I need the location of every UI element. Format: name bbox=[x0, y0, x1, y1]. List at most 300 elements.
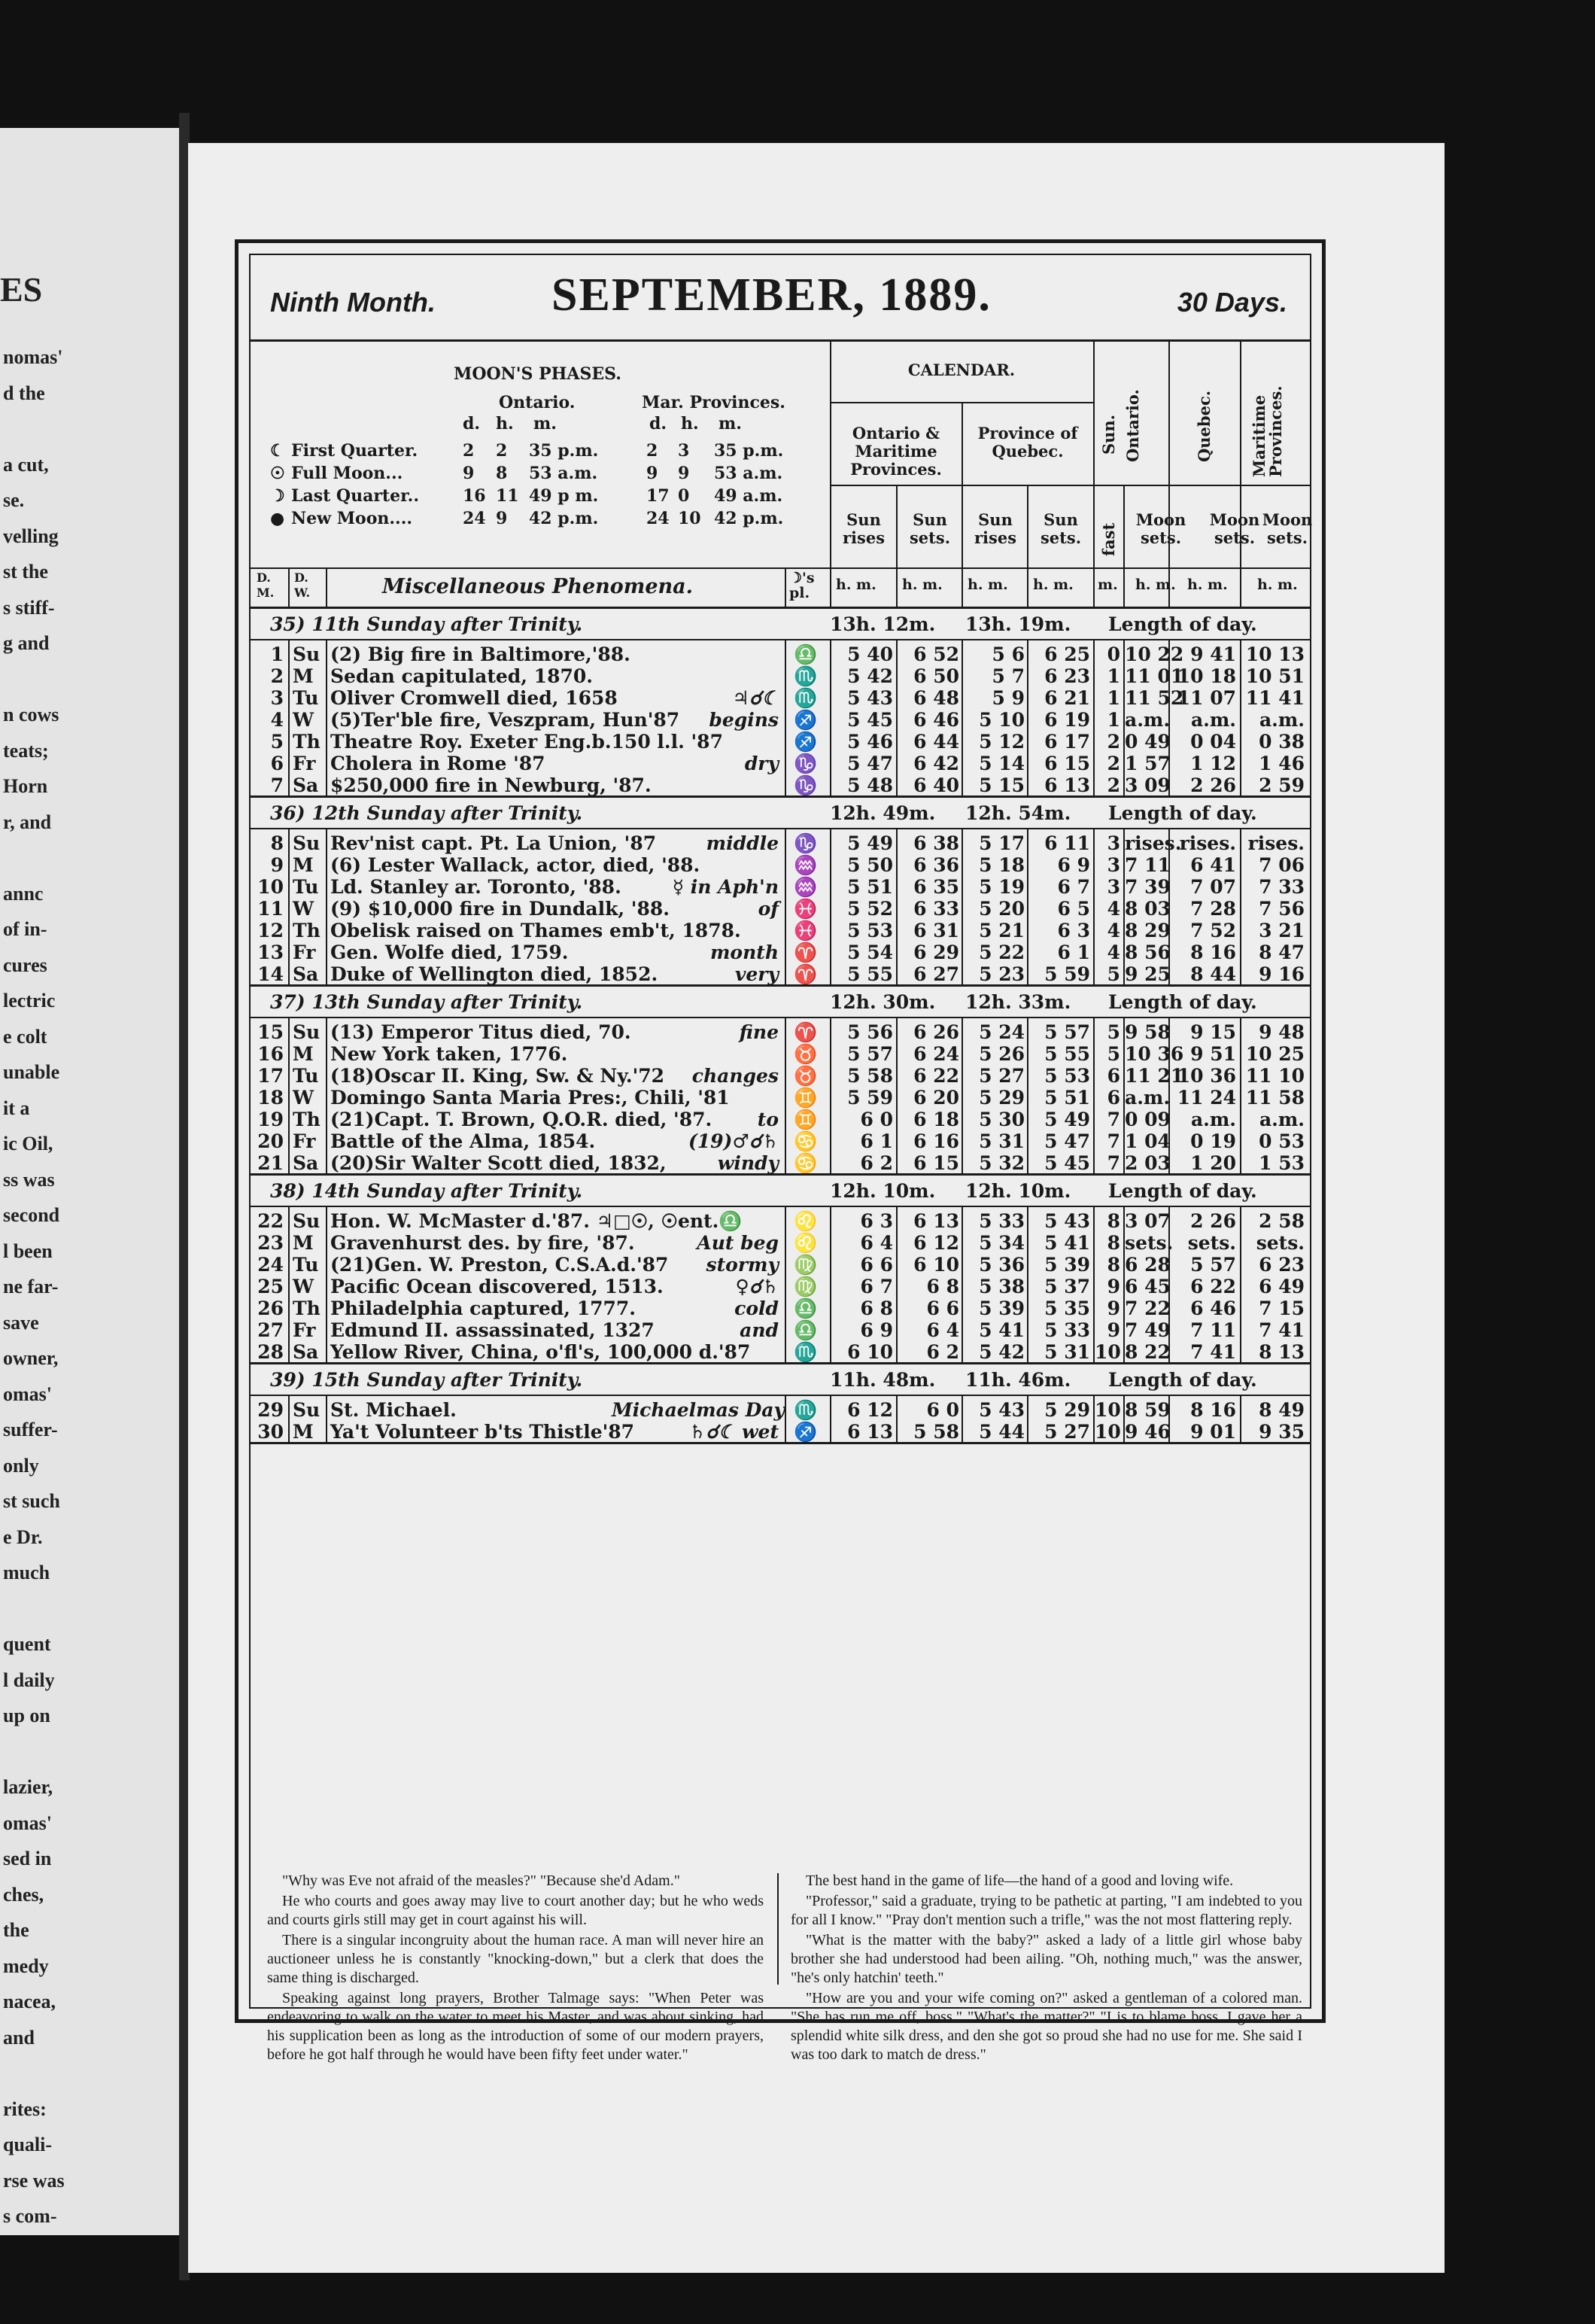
sun-rises-quebec: 5 9 bbox=[992, 687, 1025, 709]
day-of-month: 30 bbox=[257, 1421, 284, 1443]
page-title: SEPTEMBER, 1889. bbox=[551, 269, 992, 321]
event-text: Theatre Roy. Exeter Eng.b.150 l.l. '87 bbox=[330, 731, 723, 753]
anecdote-paragraph: The best hand in the game of life—the hand of a good and loving wife. bbox=[806, 1872, 1234, 1889]
hm-unit: h. m. bbox=[902, 576, 943, 593]
event-note: cold bbox=[734, 1297, 779, 1319]
event-text: Philadelphia captured, 1777. bbox=[330, 1297, 636, 1319]
left-page-line: g and bbox=[3, 632, 50, 654]
phase-on-d: 24 bbox=[463, 509, 486, 528]
event-text: (21)Gen. W. Preston, C.S.A.d.'87 bbox=[330, 1254, 669, 1276]
day-of-week: Fr bbox=[293, 753, 316, 774]
moon-sets-quebec: 2 26 bbox=[1190, 1210, 1236, 1232]
anecdote-paragraph: Speaking against long prayers, Brother Talmage says: "When Peter was endeavoring to walk on the water to meet his Master, and was about sinking, had his supplication been as long as the introduction of some of our modern prayers, before he got half through he would have been fifty feet under water." bbox=[267, 1990, 764, 2063]
day-of-week: M bbox=[293, 665, 314, 687]
phase-on-d: 9 bbox=[463, 464, 475, 483]
sun-sets-ontario: 6 36 bbox=[913, 854, 959, 876]
event-text: Rev'nist capt. Pt. La Union, '87 bbox=[330, 832, 657, 854]
day-row bbox=[251, 1254, 1310, 1276]
day-of-week: Su bbox=[293, 1399, 321, 1421]
phase-row bbox=[270, 509, 449, 528]
almanac-inner-frame bbox=[249, 254, 1313, 2063]
zodiac-sign-icon: ♑ bbox=[794, 753, 818, 774]
phase-name: First Quarter. bbox=[291, 441, 418, 461]
sun-rises-ontario: 6 3 bbox=[860, 1210, 893, 1232]
week-block bbox=[251, 987, 1310, 1176]
day-of-month: 3 bbox=[270, 687, 284, 709]
sun-sets-ontario: 6 4 bbox=[926, 1319, 959, 1341]
phase-mp-d: 9 bbox=[646, 464, 658, 483]
left-page-line: omas' bbox=[3, 1383, 52, 1405]
sun-fast: 9 bbox=[1107, 1276, 1120, 1297]
left-page-line: save bbox=[3, 1311, 39, 1334]
event-note: middle bbox=[706, 832, 779, 854]
day-of-week: W bbox=[293, 898, 314, 920]
moon-sets-ontario: 9 58 bbox=[1125, 1021, 1171, 1043]
day-of-week: Th bbox=[293, 731, 321, 753]
sun-rises-ontario: 5 57 bbox=[847, 1043, 893, 1065]
moon-sets-maritime: rises. bbox=[1247, 832, 1305, 854]
moon-sets-ontario: 10 22 bbox=[1125, 643, 1184, 665]
moon-sets-quebec: 8 44 bbox=[1190, 963, 1236, 985]
sun-rises-quebec: 5 38 bbox=[979, 1276, 1025, 1297]
month-header bbox=[251, 255, 1310, 342]
zodiac-sign-icon: ♓ bbox=[794, 920, 818, 941]
event-text: Domingo Santa Maria Pres:, Chili, '81 bbox=[330, 1087, 730, 1109]
sun-fast: 7 bbox=[1107, 1152, 1120, 1174]
sun-rises-quebec: 5 44 bbox=[979, 1421, 1025, 1443]
left-page-line: it a bbox=[3, 1097, 30, 1119]
length-of-day-ontario: 12h. 10m. bbox=[830, 1180, 936, 1202]
zodiac-sign-icon: ♋ bbox=[794, 1130, 818, 1152]
sun-sets-ontario: 6 46 bbox=[913, 709, 959, 731]
phase-mp-d: 17 bbox=[646, 486, 670, 506]
day-row bbox=[251, 1210, 1310, 1232]
sun-rises-ontario: 5 46 bbox=[847, 731, 893, 753]
moon-sets-quebec: 0 19 bbox=[1190, 1130, 1236, 1152]
zodiac-sign-icon: ♋ bbox=[794, 1152, 818, 1174]
event-note: fine bbox=[739, 1021, 779, 1043]
day-of-month: 8 bbox=[270, 832, 284, 854]
sun-sets-ontario: 6 33 bbox=[913, 898, 959, 920]
sun-fast: 9 bbox=[1107, 1297, 1120, 1319]
left-page-line: sed in bbox=[3, 1848, 52, 1869]
sun-sets-ontario: 6 10 bbox=[913, 1254, 959, 1276]
hm-unit: h. m. bbox=[1257, 576, 1298, 593]
left-page-line: ic Oil, bbox=[3, 1133, 53, 1154]
days-count: 30 Days. bbox=[1177, 287, 1287, 318]
phase-on-m: 35 p.m. bbox=[529, 441, 599, 461]
sun-fast: 2 bbox=[1107, 774, 1120, 796]
moon-sets-ontario: 8 59 bbox=[1125, 1399, 1171, 1421]
day-row bbox=[251, 1399, 1310, 1421]
left-page-line: nacea, bbox=[3, 1991, 56, 2012]
zodiac-sign-icon: ♑ bbox=[794, 774, 818, 796]
zodiac-sign-icon: ♐ bbox=[794, 1421, 818, 1443]
moon-sets-ontario: a.m. bbox=[1125, 709, 1171, 731]
week-block bbox=[251, 1176, 1310, 1364]
zodiac-sign-icon: ♒ bbox=[794, 876, 818, 898]
event-note: windy bbox=[717, 1152, 779, 1174]
day-of-month: 22 bbox=[257, 1210, 284, 1232]
day-of-week: Fr bbox=[293, 941, 316, 963]
day-row bbox=[251, 1109, 1310, 1130]
length-of-day-label: Length of day. bbox=[1108, 1180, 1257, 1202]
province-quebec-header: Province of Quebec. bbox=[977, 424, 1078, 461]
sun-rises-ontario: 5 56 bbox=[847, 1021, 893, 1043]
sun-rises-quebec: 5 21 bbox=[979, 920, 1025, 941]
left-page-line: l daily bbox=[3, 1668, 55, 1691]
moon-sets-ontario: 8 22 bbox=[1125, 1341, 1171, 1363]
sun-rises-quebec: 5 7 bbox=[992, 665, 1025, 687]
sun-sets-ontario: 6 40 bbox=[913, 774, 959, 796]
event-note: very bbox=[734, 963, 779, 985]
week-title: 35) 11th Sunday after Trinity. bbox=[270, 613, 583, 635]
sun-sets-header: Sun sets. bbox=[1040, 510, 1082, 547]
sun-fast: 1 bbox=[1107, 665, 1120, 687]
moon-sets-ontario: 7 49 bbox=[1125, 1319, 1171, 1341]
moon-sets-ontario: 1 57 bbox=[1125, 753, 1171, 774]
moon-sets-maritime: 0 53 bbox=[1259, 1130, 1305, 1152]
moon-sets-maritime: 1 53 bbox=[1259, 1152, 1305, 1174]
moon-place-header: ☽'s pl. bbox=[789, 570, 815, 601]
hm-unit: h. m. bbox=[1135, 576, 1176, 593]
phase-name: Last Quarter.. bbox=[291, 486, 419, 506]
sun-sets-quebec: 5 31 bbox=[1044, 1341, 1090, 1363]
sun-sets-ontario: 6 24 bbox=[913, 1043, 959, 1065]
sun-rises-quebec: 5 20 bbox=[979, 898, 1025, 920]
moon-sets-ontario: rises. bbox=[1125, 832, 1182, 854]
day-row bbox=[251, 1152, 1310, 1174]
left-page-line: medy bbox=[3, 1954, 49, 1977]
sun-sets-ontario: 6 31 bbox=[913, 920, 959, 941]
day-of-month: 13 bbox=[257, 941, 284, 963]
sun-sets-quebec: 5 33 bbox=[1044, 1319, 1090, 1341]
left-page-line: ss was bbox=[3, 1168, 55, 1191]
phase-mp-d: 24 bbox=[646, 509, 670, 528]
moon-sets-maritime: sets. bbox=[1256, 1232, 1305, 1254]
sun-rises-quebec: 5 33 bbox=[979, 1210, 1025, 1232]
sun-rises-quebec: 5 12 bbox=[979, 731, 1025, 753]
phase-name: New Moon.... bbox=[291, 509, 413, 528]
sun-rises-quebec: 5 32 bbox=[979, 1152, 1025, 1174]
moon-phase-icon: ☾ bbox=[270, 441, 285, 461]
zodiac-sign-icon: ♎ bbox=[794, 643, 818, 665]
event-text: (2) Big fire in Baltimore,'88. bbox=[330, 643, 630, 665]
moon-sets-quebec: rises. bbox=[1179, 832, 1236, 854]
left-page-line: quali- bbox=[3, 2134, 53, 2155]
sun-rises-ontario: 6 8 bbox=[860, 1297, 893, 1319]
moon-sets-ontario: 3 09 bbox=[1125, 774, 1171, 796]
day-of-month: 11 bbox=[257, 898, 284, 920]
left-page-line: teats; bbox=[3, 739, 49, 762]
moon-sets-quebec: 11 07 bbox=[1177, 687, 1236, 709]
sun-sets-ontario: 6 26 bbox=[913, 1021, 959, 1043]
day-of-week: Tu bbox=[293, 1065, 319, 1087]
sun-sets-quebec: 6 7 bbox=[1057, 876, 1090, 898]
sun-rises-quebec: 5 41 bbox=[979, 1319, 1025, 1341]
sun-sets-ontario: 6 29 bbox=[913, 941, 959, 963]
zodiac-sign-icon: ♊ bbox=[794, 1087, 818, 1109]
left-page-line: a cut, bbox=[3, 453, 49, 476]
sun-rises-ontario: 6 2 bbox=[860, 1152, 893, 1174]
day-of-week: Th bbox=[293, 1109, 321, 1130]
phase-mp-h: 0 bbox=[678, 486, 690, 506]
moon-sets-quebec: 6 22 bbox=[1190, 1276, 1236, 1297]
day-of-month: 14 bbox=[257, 963, 284, 985]
moon-sets-quebec: 10 36 bbox=[1177, 1065, 1236, 1087]
moon-sets-maritime: 7 56 bbox=[1259, 898, 1305, 920]
left-page-line: up on bbox=[3, 1705, 50, 1726]
week-header bbox=[251, 1176, 1310, 1207]
event-text: (21)Capt. T. Brown, Q.O.R. died, '87. bbox=[330, 1109, 712, 1130]
sun-fast: 2 bbox=[1107, 753, 1120, 774]
event-text: (9) $10,000 fire in Dundalk, '88. bbox=[330, 898, 670, 920]
sun-rises-quebec: 5 6 bbox=[992, 643, 1025, 665]
left-page-line: suffer- bbox=[3, 1419, 58, 1440]
day-row bbox=[251, 832, 1310, 854]
day-row bbox=[251, 898, 1310, 920]
day-of-month: 19 bbox=[257, 1109, 284, 1130]
zodiac-sign-icon: ♏ bbox=[794, 665, 818, 687]
moon-sets-ontario: 11 01 bbox=[1125, 665, 1184, 687]
day-of-month: 29 bbox=[257, 1399, 284, 1421]
phase-mp-m: 53 a.m. bbox=[714, 464, 783, 483]
event-note: (19)♂☌♄ bbox=[688, 1130, 779, 1152]
day-row bbox=[251, 753, 1310, 774]
ontario-maritime-header: Ontario & Maritime Provinces. bbox=[850, 424, 942, 479]
day-row bbox=[251, 1232, 1310, 1254]
moon-sets-ontario: 8 03 bbox=[1125, 898, 1171, 920]
misc-phenomena-header: Miscellaneous Phenomena. bbox=[382, 575, 694, 598]
hm-unit: h. m. bbox=[1033, 576, 1074, 593]
length-of-day-quebec: 12h. 33m. bbox=[965, 991, 1071, 1013]
sun-sets-quebec: 6 13 bbox=[1044, 774, 1090, 796]
moon-sets-quebec: a.m. bbox=[1190, 1109, 1236, 1130]
sun-sets-ontario: 6 42 bbox=[913, 753, 959, 774]
sun-fast: 4 bbox=[1107, 898, 1120, 920]
zodiac-sign-icon: ♑ bbox=[794, 832, 818, 854]
sun-rises-quebec: 5 31 bbox=[979, 1130, 1025, 1152]
sun-sets-ontario: 6 35 bbox=[913, 876, 959, 898]
sun-rises-quebec: 5 10 bbox=[979, 709, 1025, 731]
sun-fast: 8 bbox=[1107, 1232, 1120, 1254]
sun-sets-quebec: 6 19 bbox=[1044, 709, 1090, 731]
moon-sets-maritime: 3 21 bbox=[1259, 920, 1305, 941]
anecdotes-left-column bbox=[267, 1872, 764, 2066]
phase-mp-m: 49 a.m. bbox=[714, 486, 783, 506]
ontario-header: Ontario. bbox=[1123, 389, 1142, 462]
day-row bbox=[251, 731, 1310, 753]
moon-sets-quebec: 7 52 bbox=[1190, 920, 1236, 941]
length-of-day-quebec: 12h. 54m. bbox=[965, 802, 1071, 824]
sun-sets-ontario: 6 2 bbox=[926, 1341, 959, 1363]
sun-sets-quebec: 6 1 bbox=[1057, 941, 1090, 963]
sun-sets-ontario: 6 52 bbox=[913, 643, 959, 665]
zodiac-sign-icon: ♌ bbox=[794, 1232, 818, 1254]
sun-sets-quebec: 5 57 bbox=[1044, 1021, 1090, 1043]
event-text: Edmund II. assassinated, 1327 bbox=[330, 1319, 655, 1341]
sun-sets-ontario: 6 38 bbox=[913, 832, 959, 854]
sun-rises-quebec: 5 29 bbox=[979, 1087, 1025, 1109]
left-page-line: s com- bbox=[3, 2205, 57, 2227]
event-note: dry bbox=[744, 753, 779, 774]
sun-rises-ontario: 6 6 bbox=[860, 1254, 893, 1276]
sun-fast: 4 bbox=[1107, 920, 1120, 941]
sun-fast: 6 bbox=[1107, 1065, 1120, 1087]
sun-fast: 4 bbox=[1107, 941, 1120, 963]
week-header bbox=[251, 987, 1310, 1018]
sun-sets-quebec: 5 43 bbox=[1044, 1210, 1090, 1232]
sun-rises-ontario: 6 10 bbox=[847, 1341, 893, 1363]
phase-name: Full Moon... bbox=[291, 464, 403, 483]
day-of-week: Th bbox=[293, 920, 321, 941]
sun-rises-quebec: 5 23 bbox=[979, 963, 1025, 985]
moon-sets-maritime: a.m. bbox=[1259, 709, 1305, 731]
moon-sets-quebec: 9 01 bbox=[1190, 1421, 1236, 1443]
left-page-line: rites: bbox=[3, 2097, 47, 2120]
day-row bbox=[251, 1276, 1310, 1297]
day-of-month: 28 bbox=[257, 1341, 284, 1363]
sun-rises-ontario: 6 0 bbox=[860, 1109, 893, 1130]
left-page-line: l been bbox=[3, 1240, 53, 1262]
day-row bbox=[251, 687, 1310, 709]
sun-sets-quebec: 5 55 bbox=[1044, 1043, 1090, 1065]
sun-rises-header: Sun rises bbox=[842, 510, 886, 547]
event-note: ☿ in Aph'n bbox=[672, 876, 779, 898]
sun-sets-ontario: 6 12 bbox=[913, 1232, 959, 1254]
left-page-line: r, and bbox=[3, 811, 52, 833]
sun-fast: 10 bbox=[1095, 1421, 1121, 1443]
day-of-month: 16 bbox=[257, 1043, 284, 1065]
sun-sets-ontario: 6 16 bbox=[913, 1130, 959, 1152]
length-of-day-quebec: 11h. 46m. bbox=[965, 1369, 1071, 1391]
moon-sets-maritime: 10 13 bbox=[1245, 643, 1305, 665]
zodiac-sign-icon: ♏ bbox=[794, 1399, 818, 1421]
moon-sets-ontario: 8 29 bbox=[1125, 920, 1171, 941]
sun-sets-quebec: 5 53 bbox=[1044, 1065, 1090, 1087]
day-of-week: M bbox=[293, 854, 314, 876]
moon-sets-maritime: 0 38 bbox=[1259, 731, 1305, 753]
event-text: Hon. W. McMaster d.'87. ♃□☉, ☉ent.♎ bbox=[330, 1210, 743, 1232]
sun-rises-quebec: 5 22 bbox=[979, 941, 1025, 963]
moon-sets-maritime: 10 25 bbox=[1245, 1043, 1305, 1065]
left-page-line: only bbox=[3, 1454, 39, 1477]
sun-sets-quebec: 6 17 bbox=[1044, 731, 1090, 753]
moon-sets-quebec: sets. bbox=[1187, 1232, 1236, 1254]
sun-fast: 1 bbox=[1107, 687, 1120, 709]
sun-sets-quebec: 5 39 bbox=[1044, 1254, 1090, 1276]
week-header bbox=[251, 798, 1310, 829]
left-page-line: quent bbox=[3, 1633, 51, 1655]
moon-sets-ontario: 7 22 bbox=[1125, 1297, 1171, 1319]
sun-fast: 3 bbox=[1107, 832, 1120, 854]
week-block bbox=[251, 798, 1310, 987]
day-of-month: 17 bbox=[257, 1065, 284, 1087]
dm-header: D. M. bbox=[257, 570, 275, 600]
almanac-frame bbox=[235, 239, 1326, 2063]
left-page-heading: ES bbox=[0, 270, 43, 309]
moon-sets-quebec: 9 15 bbox=[1190, 1021, 1236, 1043]
event-text: Ld. Stanley ar. Toronto, '88. bbox=[330, 876, 621, 898]
moon-sets-ontario: 7 11 bbox=[1125, 854, 1171, 876]
event-note: to bbox=[757, 1109, 779, 1130]
sun-fast: 1 bbox=[1107, 709, 1120, 731]
day-of-week: Su bbox=[293, 832, 321, 854]
sun-fast: 2 bbox=[1107, 731, 1120, 753]
unit-d: d. bbox=[463, 414, 481, 433]
sun-fast: 9 bbox=[1107, 1319, 1120, 1341]
day-of-week: W bbox=[293, 1087, 314, 1109]
sun-sets-header: Sun sets. bbox=[909, 510, 951, 547]
sun-fast: 0 bbox=[1107, 643, 1120, 665]
m-unit: m. bbox=[1098, 576, 1118, 593]
sun-rises-ontario: 5 43 bbox=[847, 687, 893, 709]
day-row bbox=[251, 1421, 1310, 1443]
day-of-week: Su bbox=[293, 643, 321, 665]
anecdote-paragraph: "Professor," said a graduate, trying to be pathetic at parting, "I am indebted to you for all I know." "Pray don't mention such a trifle," was the not most flattering reply. bbox=[791, 1893, 1302, 1928]
sun-sets-ontario: 6 18 bbox=[913, 1109, 959, 1130]
fast-header: fast bbox=[1099, 522, 1118, 556]
left-page-line: d the bbox=[3, 382, 45, 404]
zodiac-sign-icon: ♍ bbox=[794, 1254, 818, 1276]
moon-sets-ontario: 0 49 bbox=[1125, 731, 1171, 753]
phase-on-d: 2 bbox=[463, 441, 475, 461]
day-row bbox=[251, 963, 1310, 985]
moon-sets-maritime: 8 13 bbox=[1259, 1341, 1305, 1363]
sun-rises-ontario: 5 45 bbox=[847, 709, 893, 731]
moon-sets-maritime: 7 06 bbox=[1259, 854, 1305, 876]
week-title: 37) 13th Sunday after Trinity. bbox=[270, 991, 583, 1013]
sun-fast: 10 bbox=[1095, 1399, 1121, 1421]
moon-sets-quebec: 2 26 bbox=[1190, 774, 1236, 796]
day-of-month: 2 bbox=[270, 665, 284, 687]
moon-sets-header: Moon sets. bbox=[1262, 510, 1313, 547]
day-of-week: Tu bbox=[293, 1254, 319, 1276]
left-page-line: lazier, bbox=[3, 1776, 53, 1798]
moon-sets-maritime: 9 48 bbox=[1259, 1021, 1305, 1043]
left-page-line: ne far- bbox=[3, 1276, 59, 1297]
day-of-week: Sa bbox=[293, 1152, 319, 1174]
day-row bbox=[251, 643, 1310, 665]
unit-m: m. bbox=[719, 414, 742, 433]
maritime-header: Maritime Provinces. bbox=[1250, 385, 1285, 477]
day-of-month: 5 bbox=[270, 731, 284, 753]
zodiac-sign-icon: ♈ bbox=[794, 963, 818, 985]
day-of-month: 18 bbox=[257, 1087, 284, 1109]
moon-sets-ontario: 7 39 bbox=[1125, 876, 1171, 898]
sun-rises-quebec: 5 42 bbox=[979, 1341, 1025, 1363]
event-text: Gravenhurst des. by fire, '87. bbox=[330, 1232, 635, 1254]
event-note: ♀☌♄ bbox=[735, 1276, 779, 1297]
phase-mp-m: 35 p.m. bbox=[714, 441, 784, 461]
left-page-line: the bbox=[3, 1919, 29, 1941]
event-text: Ya't Volunteer b'ts Thistle'87 bbox=[330, 1421, 635, 1443]
week-title: 39) 15th Sunday after Trinity. bbox=[270, 1369, 583, 1391]
left-page-fragment bbox=[0, 128, 179, 2235]
day-of-month: 27 bbox=[257, 1319, 284, 1341]
left-page-line: rse was bbox=[3, 2169, 65, 2192]
event-text: New York taken, 1776. bbox=[330, 1043, 568, 1065]
length-of-day-ontario: 13h. 12m. bbox=[830, 613, 936, 635]
sun-rises-quebec: 5 14 bbox=[979, 753, 1025, 774]
sun-rises-header: Sun rises bbox=[974, 510, 1017, 547]
left-page-line: se. bbox=[3, 489, 25, 511]
moon-sets-ontario: 11 21 bbox=[1125, 1065, 1184, 1087]
moon-sets-ontario: 10 36 bbox=[1125, 1043, 1184, 1065]
day-of-week: W bbox=[293, 1276, 314, 1297]
day-of-week: Sa bbox=[293, 774, 319, 796]
event-text: (18)Oscar II. King, Sw. & Ny.'72 bbox=[330, 1065, 665, 1087]
